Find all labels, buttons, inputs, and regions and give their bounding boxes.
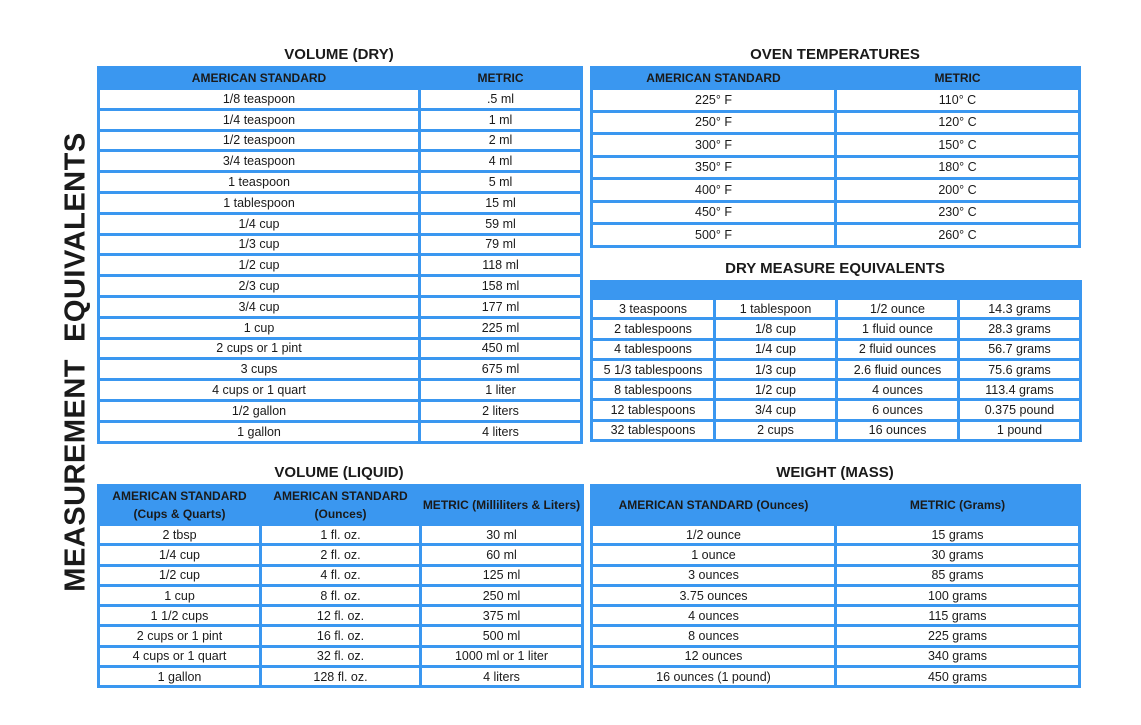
table-cell: 158 ml	[421, 277, 580, 295]
table-row	[593, 180, 1078, 200]
table-cell: 177 ml	[421, 298, 580, 316]
table-row	[100, 90, 580, 108]
table-cell: 260° C	[837, 225, 1078, 245]
table-row	[100, 668, 581, 685]
table-row	[593, 526, 1078, 543]
table-cell: 1/2 cup	[716, 381, 835, 398]
table-cell: 1/8 cup	[716, 320, 835, 337]
table-cell: 230° C	[837, 203, 1078, 223]
table-row	[100, 298, 580, 316]
table-cell: 450° F	[593, 203, 834, 223]
table-cell: 1 tablespoon	[716, 300, 835, 317]
column-header: METRIC (Milliliters & Liters)	[422, 487, 581, 523]
table-cell: 3.75 ounces	[593, 587, 834, 604]
table-cell: 1/8 teaspoon	[100, 90, 418, 108]
table-cell: 12 fl. oz.	[262, 607, 419, 624]
table-cell: 1000 ml or 1 liter	[422, 648, 581, 665]
column-header: AMERICAN STANDARD (Ounces)	[593, 487, 834, 523]
table-cell: .5 ml	[421, 90, 580, 108]
table-cell: 128 fl. oz.	[262, 668, 419, 685]
table-row	[593, 341, 1079, 358]
table-cell: 16 fl. oz.	[262, 627, 419, 644]
table-cell: 1/3 cup	[716, 361, 835, 378]
table-cell: 2 ml	[421, 132, 580, 150]
column-header	[593, 283, 713, 297]
weight-title: WEIGHT (MASS)	[776, 464, 894, 481]
table-row	[593, 381, 1079, 398]
table-row	[100, 402, 580, 420]
column-header: AMERICAN STANDARD	[593, 69, 834, 87]
table-cell: 2 tablespoons	[593, 320, 713, 337]
table-cell: 1/4 teaspoon	[100, 111, 418, 129]
table-cell: 1/4 cup	[100, 215, 418, 233]
column-header: AMERICAN STANDARD (Ounces)	[262, 487, 419, 523]
table-cell: 3 cups	[100, 360, 418, 378]
header-row	[593, 69, 1078, 87]
table-row	[593, 135, 1078, 155]
table-cell: 2 liters	[421, 402, 580, 420]
table-cell: 59 ml	[421, 215, 580, 233]
table-cell: 4 ounces	[838, 381, 957, 398]
table-cell: 340 grams	[837, 648, 1078, 665]
table-row	[100, 173, 580, 191]
table-cell: 450 ml	[421, 340, 580, 358]
table-cell: 1 teaspoon	[100, 173, 418, 191]
table-cell: 150° C	[837, 135, 1078, 155]
table-row	[100, 587, 581, 604]
table-cell: 1 ounce	[593, 546, 834, 563]
table-cell: 15 grams	[837, 526, 1078, 543]
table-row	[593, 648, 1078, 665]
table-cell: 28.3 grams	[960, 320, 1079, 337]
table-cell: 16 ounces (1 pound)	[593, 668, 834, 685]
table-cell: 15 ml	[421, 194, 580, 212]
weight-table	[590, 484, 1081, 688]
table-row	[100, 319, 580, 337]
table-cell: 5 1/3 tablespoons	[593, 361, 713, 378]
table-cell: 1/4 cup	[716, 341, 835, 358]
column-header: METRIC (Grams)	[837, 487, 1078, 523]
volume-dry-table	[97, 66, 583, 444]
table-row	[593, 567, 1078, 584]
table-cell: 30 ml	[422, 526, 581, 543]
table-cell: 2 cups or 1 pint	[100, 627, 259, 644]
table-cell: 4 cups or 1 quart	[100, 648, 259, 665]
table-cell: 1/2 cup	[100, 567, 259, 584]
table-cell: 79 ml	[421, 236, 580, 254]
table-cell: 75.6 grams	[960, 361, 1079, 378]
table-cell: 2 tbsp	[100, 526, 259, 543]
volume-liquid-table	[97, 484, 584, 688]
table-cell: 113.4 grams	[960, 381, 1079, 398]
column-header	[960, 283, 1079, 297]
table-cell: 180° C	[837, 158, 1078, 178]
column-header: METRIC	[837, 69, 1078, 87]
table-cell: 1 tablespoon	[100, 194, 418, 212]
table-row	[593, 668, 1078, 685]
table-row	[100, 277, 580, 295]
table-cell: 115 grams	[837, 607, 1078, 624]
header-row	[100, 487, 581, 523]
table-cell: 1/4 cup	[100, 546, 259, 563]
table-cell: 1/2 teaspoon	[100, 132, 418, 150]
table-row	[100, 152, 580, 170]
table-row	[100, 360, 580, 378]
table-cell: 1/3 cup	[100, 236, 418, 254]
table-cell: 14.3 grams	[960, 300, 1079, 317]
table-cell: 4 ounces	[593, 607, 834, 624]
table-cell: 2/3 cup	[100, 277, 418, 295]
table-cell: 200° C	[837, 180, 1078, 200]
table-row	[100, 381, 580, 399]
table-cell: 16 ounces	[838, 422, 957, 439]
table-cell: 1 ml	[421, 111, 580, 129]
table-cell: 1 cup	[100, 319, 418, 337]
table-cell: 4 tablespoons	[593, 341, 713, 358]
table-row	[100, 236, 580, 254]
oven-temperatures-title: OVEN TEMPERATURES	[750, 46, 920, 63]
table-cell: 350° F	[593, 158, 834, 178]
table-cell: 2 cups or 1 pint	[100, 340, 418, 358]
side-title: MEASUREMENT EQUIVALENTS	[59, 132, 92, 592]
table-cell: 1 1/2 cups	[100, 607, 259, 624]
table-cell: 118 ml	[421, 256, 580, 274]
table-cell: 4 liters	[422, 668, 581, 685]
table-cell: 3 ounces	[593, 567, 834, 584]
table-row	[593, 300, 1079, 317]
table-row	[593, 627, 1078, 644]
table-row	[593, 320, 1079, 337]
table-cell: 32 tablespoons	[593, 422, 713, 439]
table-cell: 1 liter	[421, 381, 580, 399]
table-cell: 4 fl. oz.	[262, 567, 419, 584]
table-cell: 3/4 teaspoon	[100, 152, 418, 170]
table-row	[593, 422, 1079, 439]
header-row	[593, 487, 1078, 523]
table-row	[100, 340, 580, 358]
table-row	[100, 215, 580, 233]
table-cell: 100 grams	[837, 587, 1078, 604]
column-header: AMERICAN STANDARD (Cups & Quarts)	[100, 487, 259, 523]
table-cell: 32 fl. oz.	[262, 648, 419, 665]
table-cell: 3 teaspoons	[593, 300, 713, 317]
table-cell: 8 ounces	[593, 627, 834, 644]
table-cell: 300° F	[593, 135, 834, 155]
column-header	[838, 283, 957, 297]
dry-measure-table	[590, 280, 1082, 442]
table-cell: 4 ml	[421, 152, 580, 170]
table-cell: 2 fl. oz.	[262, 546, 419, 563]
table-row	[100, 648, 581, 665]
table-cell: 1 fluid ounce	[838, 320, 957, 337]
table-row	[100, 111, 580, 129]
table-cell: 400° F	[593, 180, 834, 200]
table-cell: 225 grams	[837, 627, 1078, 644]
table-cell: 4 cups or 1 quart	[100, 381, 418, 399]
table-cell: 85 grams	[837, 567, 1078, 584]
table-cell: 675 ml	[421, 360, 580, 378]
table-cell: 225 ml	[421, 319, 580, 337]
table-cell: 125 ml	[422, 567, 581, 584]
table-cell: 0.375 pound	[960, 401, 1079, 418]
table-cell: 2.6 fluid ounces	[838, 361, 957, 378]
table-row	[100, 132, 580, 150]
table-row	[100, 526, 581, 543]
table-cell: 3/4 cup	[100, 298, 418, 316]
table-row	[593, 90, 1078, 110]
table-cell: 1 gallon	[100, 423, 418, 441]
table-cell: 3/4 cup	[716, 401, 835, 418]
table-row	[593, 203, 1078, 223]
table-cell: 450 grams	[837, 668, 1078, 685]
dry-measure-title: DRY MEASURE EQUIVALENTS	[725, 260, 945, 277]
table-cell: 12 tablespoons	[593, 401, 713, 418]
oven-temperatures-table	[590, 66, 1081, 248]
table-cell: 8 tablespoons	[593, 381, 713, 398]
table-cell: 120° C	[837, 113, 1078, 133]
table-cell: 4 liters	[421, 423, 580, 441]
table-cell: 2 cups	[716, 422, 835, 439]
table-cell: 500 ml	[422, 627, 581, 644]
table-row	[593, 158, 1078, 178]
table-cell: 1/2 ounce	[838, 300, 957, 317]
table-row	[593, 587, 1078, 604]
table-row	[593, 113, 1078, 133]
table-cell: 110° C	[837, 90, 1078, 110]
table-row	[593, 607, 1078, 624]
table-cell: 375 ml	[422, 607, 581, 624]
table-row	[100, 256, 580, 274]
table-cell: 1 gallon	[100, 668, 259, 685]
header-row	[100, 69, 580, 87]
table-row	[593, 401, 1079, 418]
table-cell: 250 ml	[422, 587, 581, 604]
table-cell: 1/2 gallon	[100, 402, 418, 420]
table-row	[100, 567, 581, 584]
table-cell: 250° F	[593, 113, 834, 133]
table-cell: 8 fl. oz.	[262, 587, 419, 604]
table-cell: 1 cup	[100, 587, 259, 604]
table-cell: 60 ml	[422, 546, 581, 563]
column-header: METRIC	[421, 69, 580, 87]
table-cell: 2 fluid ounces	[838, 341, 957, 358]
table-cell: 225° F	[593, 90, 834, 110]
table-cell: 6 ounces	[838, 401, 957, 418]
table-cell: 30 grams	[837, 546, 1078, 563]
table-row	[100, 423, 580, 441]
table-row	[100, 194, 580, 212]
volume-dry-title: VOLUME (DRY)	[284, 46, 394, 63]
table-cell: 1/2 ounce	[593, 526, 834, 543]
table-row	[100, 546, 581, 563]
volume-liquid-title: VOLUME (LIQUID)	[274, 464, 404, 481]
table-row	[593, 546, 1078, 563]
table-row	[100, 627, 581, 644]
table-cell: 500° F	[593, 225, 834, 245]
table-row	[593, 225, 1078, 245]
table-cell: 56.7 grams	[960, 341, 1079, 358]
table-cell: 5 ml	[421, 173, 580, 191]
table-row	[593, 361, 1079, 378]
table-cell: 1/2 cup	[100, 256, 418, 274]
table-row	[100, 607, 581, 624]
column-header	[716, 283, 835, 297]
table-cell: 1 fl. oz.	[262, 526, 419, 543]
table-cell: 12 ounces	[593, 648, 834, 665]
table-cell: 1 pound	[960, 422, 1079, 439]
header-row	[593, 283, 1079, 297]
column-header: AMERICAN STANDARD	[100, 69, 418, 87]
